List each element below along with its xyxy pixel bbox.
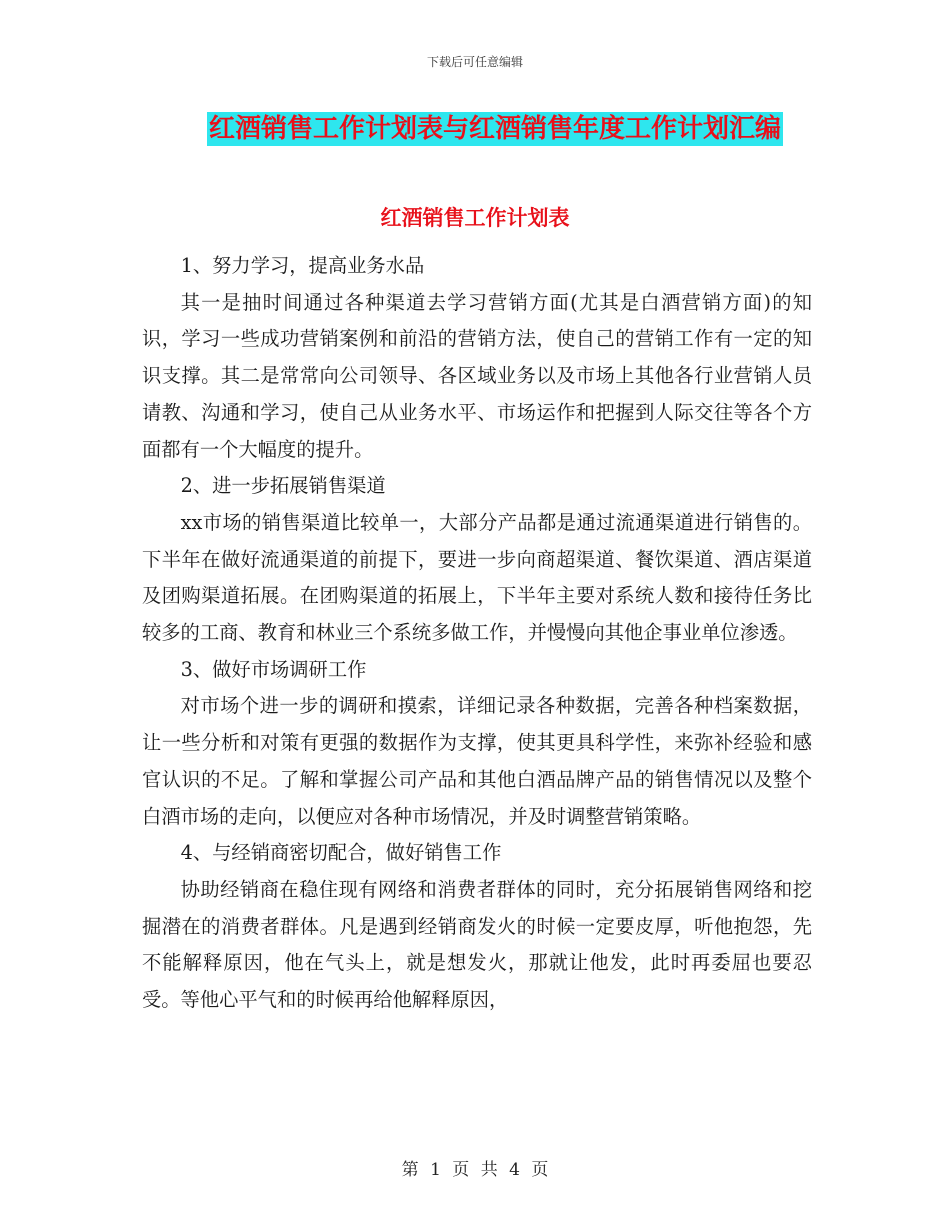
paragraph-1: 其一是抽时间通过各种渠道去学习营销方面(尤其是白酒营销方面)的知识，学习一些成功营销案例和前沿的营销方法，使自己的营销工作有一定的知识支撑。其二是常常向公司领导、各区域业务以及市场上其他各行业营销人员请教、沟通和学习，使自己从业务水平、市场运作和把握到人际交往等各个方面都有一个大幅度的提升。 [142,290,812,461]
document-title: 红酒销售工作计划表与红酒销售年度工作计划汇编 [209,114,782,144]
page-footer: 第 1 页 共 4 页 [401,1160,549,1180]
document-body [142,248,812,1019]
paragraph-2: xx市场的销售渠道比较单一，大部分产品都是通过流通渠道进行销售的。下半年在做好流通渠道的前提下，要进一步向商超渠道、餐饮渠道、酒店渠道及团购渠道拓展。在团购渠道的拓展上，下半年主要对系统人数和接待任务比较多的工商、教育和林业三个系统多做工作，并慢慢向其他企事业单位渗透。 [142,510,812,645]
paragraph-4: 协助经销商在稳住现有网络和消费者群体的同时，充分拓展销售网络和挖掘潜在的消费者群体。凡是遇到经销商发火的时候一定要皮厚，听他抱怨，先不能解释原因，他在气头上，就是想发火，那就让他发，此时再委屈也要忍受。等他心平气和的时候再给他解释原因， [142,877,812,1012]
page-header-note: 下载后可任意编辑 [426,55,523,69]
list-heading-1: 1、努力学习，提高业务水品 [180,254,425,277]
list-heading-4: 4、与经销商密切配合，做好销售工作 [180,841,502,865]
list-heading-2: 2、进一步拓展销售渠道 [180,474,386,498]
paragraph-3: 对市场个进一步的调研和摸索，详细记录各种数据，完善各种档案数据，让一些分析和对策有更强的数据作为支撑，使其更具科学性，来弥补经验和感官认识的不足。了解和掌握公司产品和其他白酒品牌产品的销售情况以及整个白酒市场的走向，以便应对各种市场情况，并及时调整营销策略。 [142,694,812,828]
list-heading-3: 3、做好市场调研工作 [180,657,367,681]
section-title: 红酒销售工作计划表 [380,205,570,230]
